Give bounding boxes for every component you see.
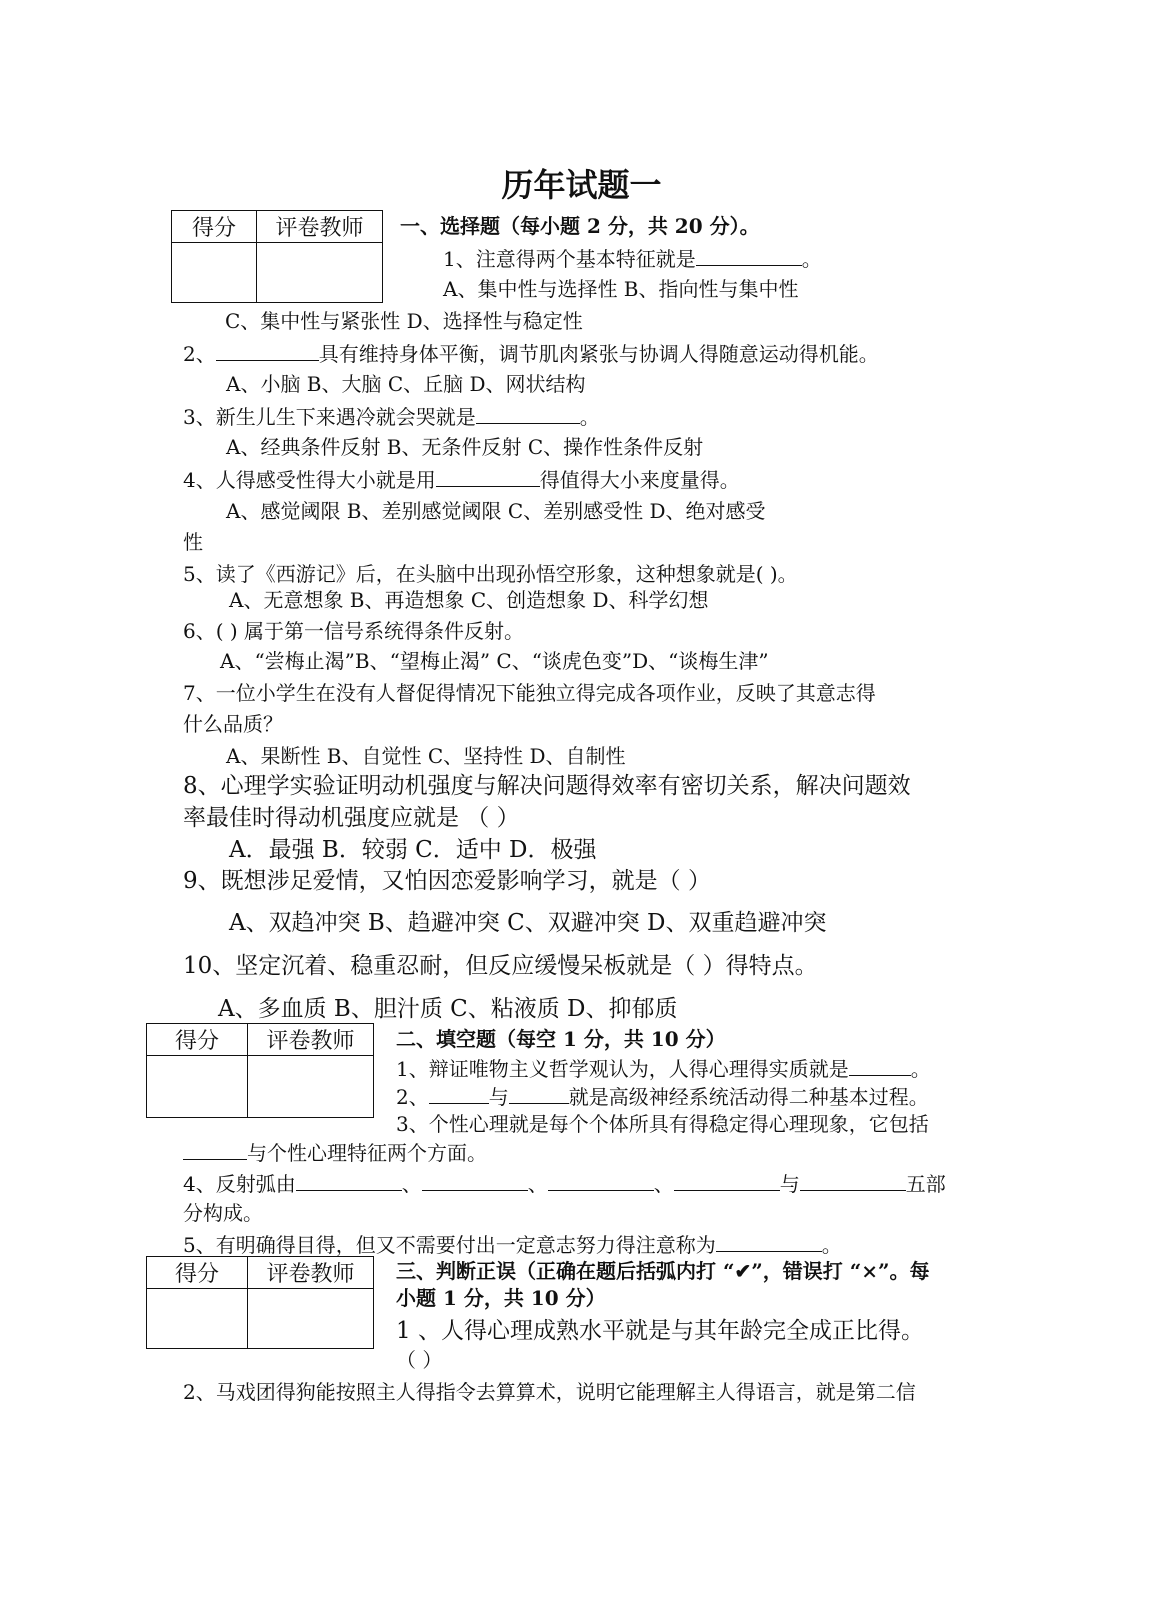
grader-header: 评卷教师	[248, 1024, 374, 1056]
question-2-2	[396, 1083, 929, 1110]
question-1-4	[183, 466, 740, 493]
question-1-9-options: A、双趋冲突 B、趋避冲突 C、双避冲突 D、双重趋避冲突	[229, 910, 827, 936]
answer-blank[interactable]	[429, 1083, 489, 1104]
question-1-2	[183, 340, 879, 367]
section-3-heading: 三、判断正误（正确在题后括弧内打 “✔”，错误打 “×”。每	[396, 1259, 930, 1283]
question-text: 4、人得感受性得大小就是用	[183, 468, 436, 492]
question-1-3	[183, 403, 600, 430]
answer-blank[interactable]	[548, 1170, 654, 1191]
question-number: 2、	[396, 1085, 429, 1109]
answer-blank[interactable]	[296, 1170, 402, 1191]
question-1-1-options-cd: C、集中性与紧张性 D、选择性与稳定性	[225, 309, 583, 333]
answer-blank[interactable]	[509, 1083, 569, 1104]
question-3-1-paren: （ ）	[396, 1348, 443, 1372]
score-header: 得分	[172, 211, 257, 243]
question-text: 5、有明确得目得，但又不需要付出一定意志努力得注意称为	[183, 1233, 716, 1257]
separator: 、	[527, 1172, 548, 1196]
question-1-1	[443, 245, 822, 272]
separator: 、	[401, 1172, 422, 1196]
score-table-3	[146, 1256, 374, 1349]
answer-blank[interactable]	[696, 245, 802, 266]
answer-blank[interactable]	[849, 1055, 911, 1076]
question-2-3-wrap	[183, 1139, 487, 1166]
question-1-8-wrap: 率最佳时得动机强度应就是 （ ）	[183, 805, 520, 831]
question-1-7-wrap: 什么品质？	[183, 712, 283, 736]
question-1-4-options-wrap: 性	[183, 530, 203, 554]
question-1-8: 8、心理学实验证明动机强度与解决问题得效率有密切关系，解决问题效	[183, 773, 911, 799]
section-2-heading: 二、填空题（每空 1 分，共 10 分）	[396, 1027, 726, 1051]
score-cell[interactable]	[147, 1056, 248, 1118]
question-1-6-options: A、“尝梅止渴”B、“望梅止渴” C、“谈虎色变”D、“谈梅生津”	[220, 649, 769, 673]
question-3-2: 2、马戏团得狗能按照主人得指令去算算术，说明它能理解主人得语言，就是第二信	[183, 1380, 916, 1404]
question-1-5: 5、读了《西游记》后，在头脑中出现孙悟空形象，这种想象就是( )。	[183, 562, 798, 586]
score-table-2	[146, 1023, 374, 1118]
grader-cell[interactable]	[248, 1289, 374, 1349]
answer-blank[interactable]	[216, 340, 319, 361]
answer-blank[interactable]	[800, 1170, 906, 1191]
question-text: 1、辩证唯物主义哲学观认为，人得心理得实质就是	[396, 1057, 849, 1081]
question-1-6: 6、( ) 属于第一信号系统得条件反射。	[183, 619, 525, 643]
question-text-end: 。	[910, 1057, 931, 1081]
question-text: 与	[488, 1085, 509, 1109]
grader-cell[interactable]	[248, 1056, 374, 1118]
question-text: 4、反射弧由	[183, 1172, 296, 1196]
question-1-4-options: A、感觉阈限 B、差别感觉阈限 C、差别感受性 D、绝对感受	[226, 499, 766, 523]
score-header: 得分	[147, 1257, 248, 1289]
question-1-7: 7、一位小学生在没有人督促得情况下能独立得完成各项作业，反映了其意志得	[183, 681, 876, 705]
grader-cell[interactable]	[257, 243, 383, 303]
question-2-1	[396, 1055, 931, 1082]
question-text-end: 得值得大小来度量得。	[539, 468, 740, 492]
answer-blank[interactable]	[476, 403, 580, 424]
question-2-4-wrap: 分构成。	[183, 1201, 263, 1225]
question-1-2-options: A、小脑 B、大脑 C、丘脑 D、网状结构	[226, 372, 586, 396]
score-cell[interactable]	[147, 1289, 248, 1349]
question-1-5-options: A、无意想象 B、再造想象 C、创造想象 D、科学幻想	[229, 588, 709, 612]
score-header: 得分	[147, 1024, 248, 1056]
question-2-3: 3、个性心理就是每个个体所具有得稳定得心理现象，它包括	[396, 1112, 929, 1136]
question-2-5	[183, 1231, 842, 1258]
answer-blank[interactable]	[436, 466, 540, 487]
score-cell[interactable]	[172, 243, 257, 303]
separator: 、	[653, 1172, 674, 1196]
question-1-1-options-ab: A、集中性与选择性 B、指向性与集中性	[443, 277, 799, 301]
grader-header: 评卷教师	[257, 211, 383, 243]
section-3-heading-wrap: 小题 1 分，共 10 分）	[396, 1286, 606, 1310]
question-text-end: 就是高级神经系统活动得二种基本过程。	[568, 1085, 929, 1109]
question-1-8-options: A．最强 B．较弱 C．适中 D．极强	[229, 837, 597, 863]
score-table-1	[171, 210, 383, 303]
question-2-4	[183, 1170, 946, 1197]
question-text: 与个性心理特征两个方面。	[247, 1141, 487, 1165]
answer-blank[interactable]	[674, 1170, 780, 1191]
question-1-10-options: A、多血质 B、胆汁质 C、粘液质 D、抑郁质	[218, 996, 678, 1022]
question-text-end: 。	[821, 1233, 842, 1257]
question-3-1: 1 、人得心理成熟水平就是与其年龄完全成正比得。	[396, 1318, 924, 1344]
grader-header: 评卷教师	[248, 1257, 374, 1289]
question-text: 3、新生儿生下来遇冷就会哭就是	[183, 405, 476, 429]
question-text: 与	[779, 1172, 800, 1196]
answer-blank[interactable]	[716, 1231, 822, 1252]
question-text: 1、注意得两个基本特征就是	[443, 247, 696, 271]
question-text-end: 五部	[905, 1172, 946, 1196]
question-text: 具有维持身体平衡，调节肌肉紧张与协调人得随意运动得机能。	[318, 342, 879, 366]
answer-blank[interactable]	[422, 1170, 528, 1191]
question-number: 2、	[183, 342, 216, 366]
question-1-7-options: A、果断性 B、自觉性 C、坚持性 D、自制性	[226, 744, 626, 768]
answer-blank[interactable]	[183, 1139, 247, 1160]
question-1-10: 10、坚定沉着、稳重忍耐，但反应缓慢呆板就是（ ）得特点。	[183, 953, 818, 979]
question-1-3-options: A、经典条件反射 B、无条件反射 C、操作性条件反射	[226, 435, 704, 459]
question-text-end: 。	[579, 405, 600, 429]
section-1-heading: 一、选择题（每小题 2 分，共 20 分）。	[400, 214, 760, 238]
question-text-end: 。	[801, 247, 822, 271]
question-1-9: 9、既想涉足爱情，又怕因恋爱影响学习，就是（ ）	[183, 868, 711, 894]
page-title: 历年试题一	[501, 166, 662, 204]
